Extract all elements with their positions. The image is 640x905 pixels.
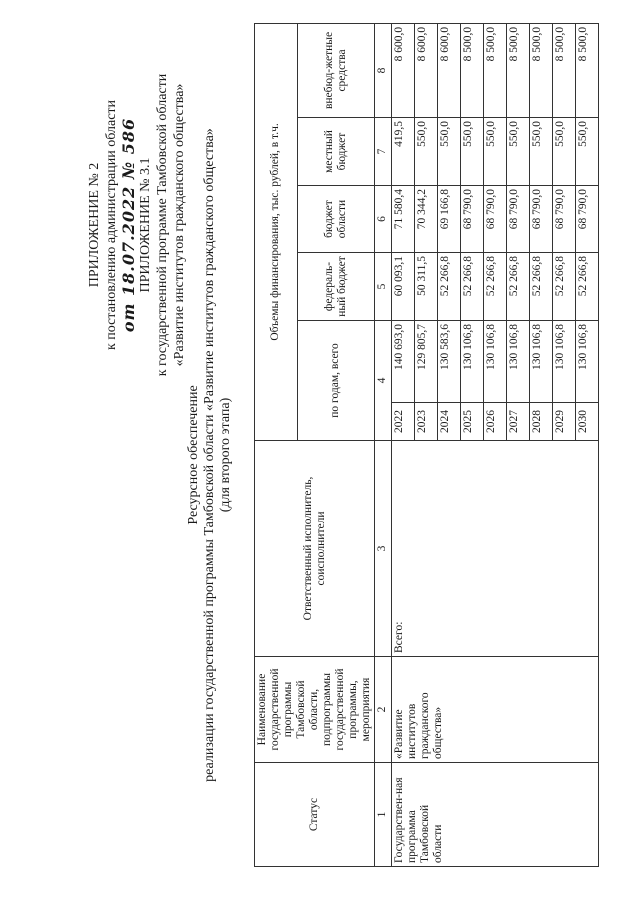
total-cell: 130 106,8 — [553, 321, 576, 403]
year-cell: 2026 — [484, 403, 507, 441]
regional-cell: 71 580,4 — [392, 186, 415, 253]
title-line-3: (для второго этапа) — [218, 397, 233, 513]
decree-reference: к постановлению администрации области — [104, 99, 119, 351]
header-status: Статус — [255, 763, 375, 867]
header-regional: бюджет области — [297, 186, 374, 253]
year-cell: 2025 — [461, 403, 484, 441]
local-cell: 550,0 — [553, 118, 576, 186]
appendix-header — [86, 25, 188, 425]
year-cell: 2024 — [438, 403, 461, 441]
document-title — [186, 45, 234, 865]
appendix-number: ПРИЛОЖЕНИЕ № 2 — [87, 162, 102, 288]
funding-table — [254, 23, 599, 867]
extra-cell: 8 600,0 — [438, 23, 461, 117]
regional-cell: 68 790,0 — [484, 186, 507, 253]
regional-cell: 68 790,0 — [461, 186, 484, 253]
total-cell: 130 583,6 — [438, 321, 461, 403]
table-row — [392, 23, 415, 866]
total-cell: 130 106,8 — [576, 321, 599, 403]
year-cell: 2022 — [392, 403, 415, 441]
local-cell: 419,5 — [392, 118, 415, 186]
extra-cell: 8 500,0 — [484, 23, 507, 117]
total-cell: 130 106,8 — [461, 321, 484, 403]
handwritten-date-number: от 18.07.2022 № 586 — [119, 117, 138, 333]
local-cell: 550,0 — [461, 118, 484, 186]
regional-cell: 68 790,0 — [576, 186, 599, 253]
local-cell: 550,0 — [438, 118, 461, 186]
data-rows — [392, 23, 599, 866]
program-reference: к государственной программе Тамбовской области — [155, 73, 170, 377]
column-number: 7 — [375, 118, 392, 186]
program-name: «Развитие институтов гражданского общества» — [172, 83, 187, 367]
federal-cell: 52 266,8 — [507, 253, 530, 321]
extra-cell: 8 500,0 — [553, 23, 576, 117]
year-cell: 2030 — [576, 403, 599, 441]
federal-cell: 52 266,8 — [461, 253, 484, 321]
regional-cell: 68 790,0 — [553, 186, 576, 253]
extra-cell: 8 500,0 — [576, 23, 599, 117]
extra-cell: 8 600,0 — [392, 23, 415, 117]
extra-cell: 8 600,0 — [415, 23, 438, 117]
total-cell: 130 106,8 — [530, 321, 553, 403]
federal-cell: 52 266,8 — [438, 253, 461, 321]
column-number: 8 — [375, 23, 392, 117]
regional-cell: 68 790,0 — [507, 186, 530, 253]
header-federal: федераль-ный бюджет — [297, 253, 374, 321]
regional-cell: 70 344,2 — [415, 186, 438, 253]
total-cell: 130 106,8 — [484, 321, 507, 403]
header-name: Наименование государственной программы Тамбовской области, подпрограммы государственной программы, мероприятия — [255, 657, 375, 763]
year-cell: 2029 — [553, 403, 576, 441]
program-name-cell: «Развитие институтов гражданского общества» — [392, 657, 599, 763]
federal-cell: 50 311,5 — [415, 253, 438, 321]
local-cell: 550,0 — [484, 118, 507, 186]
federal-cell: 52 266,8 — [576, 253, 599, 321]
header-volumes: Объемы финансирования, тыс. рублей, в т.ч. — [255, 23, 298, 440]
local-cell: 550,0 — [576, 118, 599, 186]
total-cell: 129 805,7 — [415, 321, 438, 403]
column-number: 2 — [375, 657, 392, 763]
local-cell: 550,0 — [415, 118, 438, 186]
executor-cell: Всего: — [392, 441, 599, 657]
local-cell: 550,0 — [530, 118, 553, 186]
column-number: 3 — [375, 441, 392, 657]
year-cell: 2027 — [507, 403, 530, 441]
regional-cell: 68 790,0 — [530, 186, 553, 253]
title-line-2: реализации государственной программы Тамбовской области «Развитие институтов гражданского общества» — [202, 128, 217, 782]
total-cell: 130 106,8 — [507, 321, 530, 403]
column-number: 6 — [375, 186, 392, 253]
extra-cell: 8 500,0 — [461, 23, 484, 117]
header-executor: Ответственный исполнитель, соисполнители — [255, 441, 375, 657]
regional-cell: 69 166,8 — [438, 186, 461, 253]
header-local: местный бюджет — [297, 118, 374, 186]
federal-cell: 60 093,1 — [392, 253, 415, 321]
local-cell: 550,0 — [507, 118, 530, 186]
federal-cell: 52 266,8 — [484, 253, 507, 321]
appendix-sub-number: ПРИЛОЖЕНИЕ № 3.1 — [138, 157, 153, 293]
header-extra: внебюд-жетные средства — [297, 23, 374, 117]
title-line-1: Ресурсное обеспечение — [186, 385, 201, 525]
year-cell: 2028 — [530, 403, 553, 441]
total-cell: 140 693,0 — [392, 321, 415, 403]
extra-cell: 8 500,0 — [530, 23, 553, 117]
column-number: 1 — [375, 763, 392, 867]
column-numbers-row — [375, 23, 392, 866]
federal-cell: 52 266,8 — [530, 253, 553, 321]
federal-cell: 52 266,8 — [553, 253, 576, 321]
extra-cell: 8 500,0 — [507, 23, 530, 117]
year-cell: 2023 — [415, 403, 438, 441]
header-by-year: по годам, всего — [297, 321, 374, 441]
column-number: 5 — [375, 253, 392, 321]
status-cell: Государствен-ная программа Тамбовской области — [392, 763, 599, 867]
column-number: 4 — [375, 321, 392, 441]
